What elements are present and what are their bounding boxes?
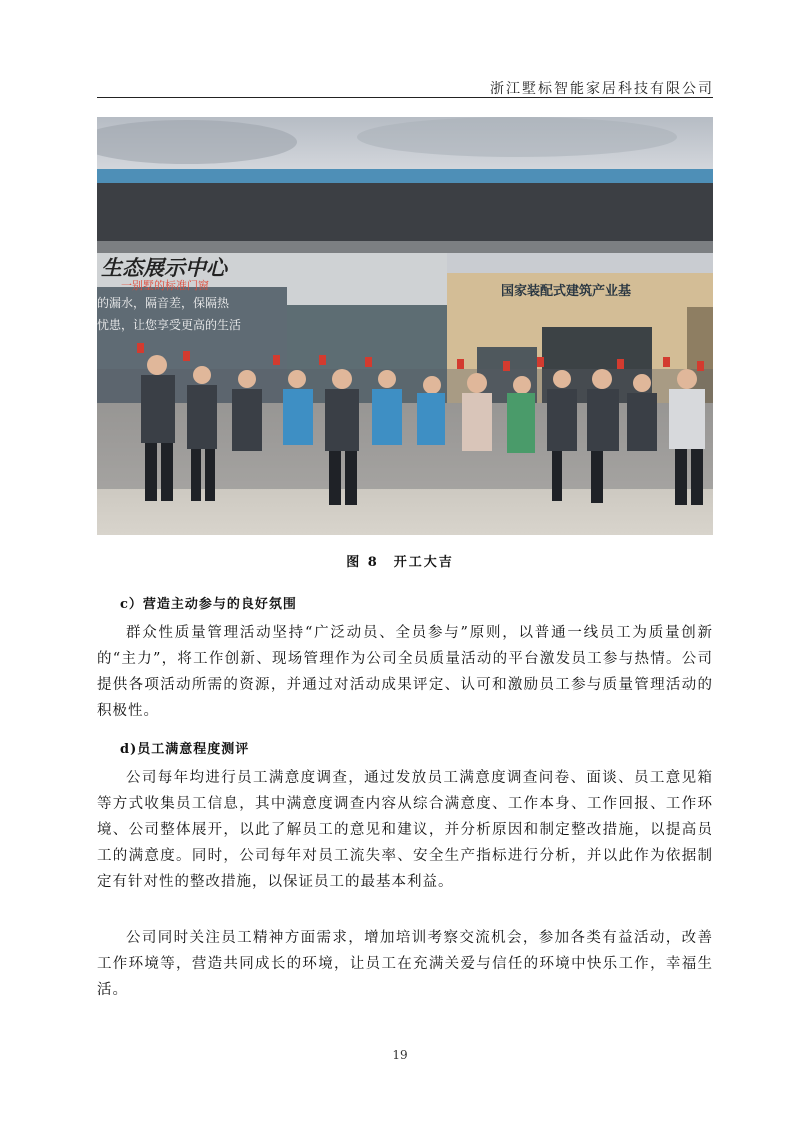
photo-banner-line3: 忧患，让您享受更高的生活 <box>97 318 242 332</box>
section-d-paragraph-1: 公司每年均进行员工满意度调查，通过发放员工满意度调查问卷、面谈、员工意见箱等方式收集员工信息，其中满意度调查内容从综合满意度、工作本身、工作回报、工作环境、公司整体展开，以此了解员工的意见和建议，并分析原因和制定整改措施，以提高员工的满意度。同时，公司每年对员工流失率、安全生产指标进行分析，并以此作为依据制定有针对性的整改措施，以保证员工的最基本利益。 <box>97 770 713 890</box>
figure-caption: 图 8 开工大吉 <box>346 555 454 570</box>
photo-base-sign: 国家装配式建筑产业基 <box>501 284 632 299</box>
page-number: 19 <box>392 1048 408 1062</box>
section-d-paragraph-2: 公司同时关注员工精神方面需求，增加培训考察交流机会，参加各类有益活动，改善工作环境等，营造共同成长的环境，让员工在充满关爱与信任的环境中快乐工作，幸福生活。 <box>97 930 713 998</box>
photo-banner-line2: 的漏水，隔音差，保隔热 <box>97 296 230 310</box>
header-divider <box>97 97 713 98</box>
section-c-paragraph: 群众性质量管理活动坚持“广泛动员、全员参与”原则，以普通一线员工为质量创新的“主力”，将工作创新、现场管理作为公司全员质量活动的平台激发员工参与热情。公司提供各项活动所需的资源，并通过对活动成果评定、认可和激励员工参与质量管理活动的积极性。 <box>97 625 713 719</box>
section-heading-c: c）营造主动参与的良好氛围 <box>120 597 297 612</box>
header-company-name: 浙江墅标智能家居科技有限公司 <box>490 81 714 97</box>
figure-photo <box>97 117 713 535</box>
section-heading-d: d)员工满意程度测评 <box>120 742 250 757</box>
photo-hall-sign: 生态展示中心 <box>101 255 227 280</box>
photo-banner-line1: 一别墅的标准门窗 <box>121 279 209 292</box>
